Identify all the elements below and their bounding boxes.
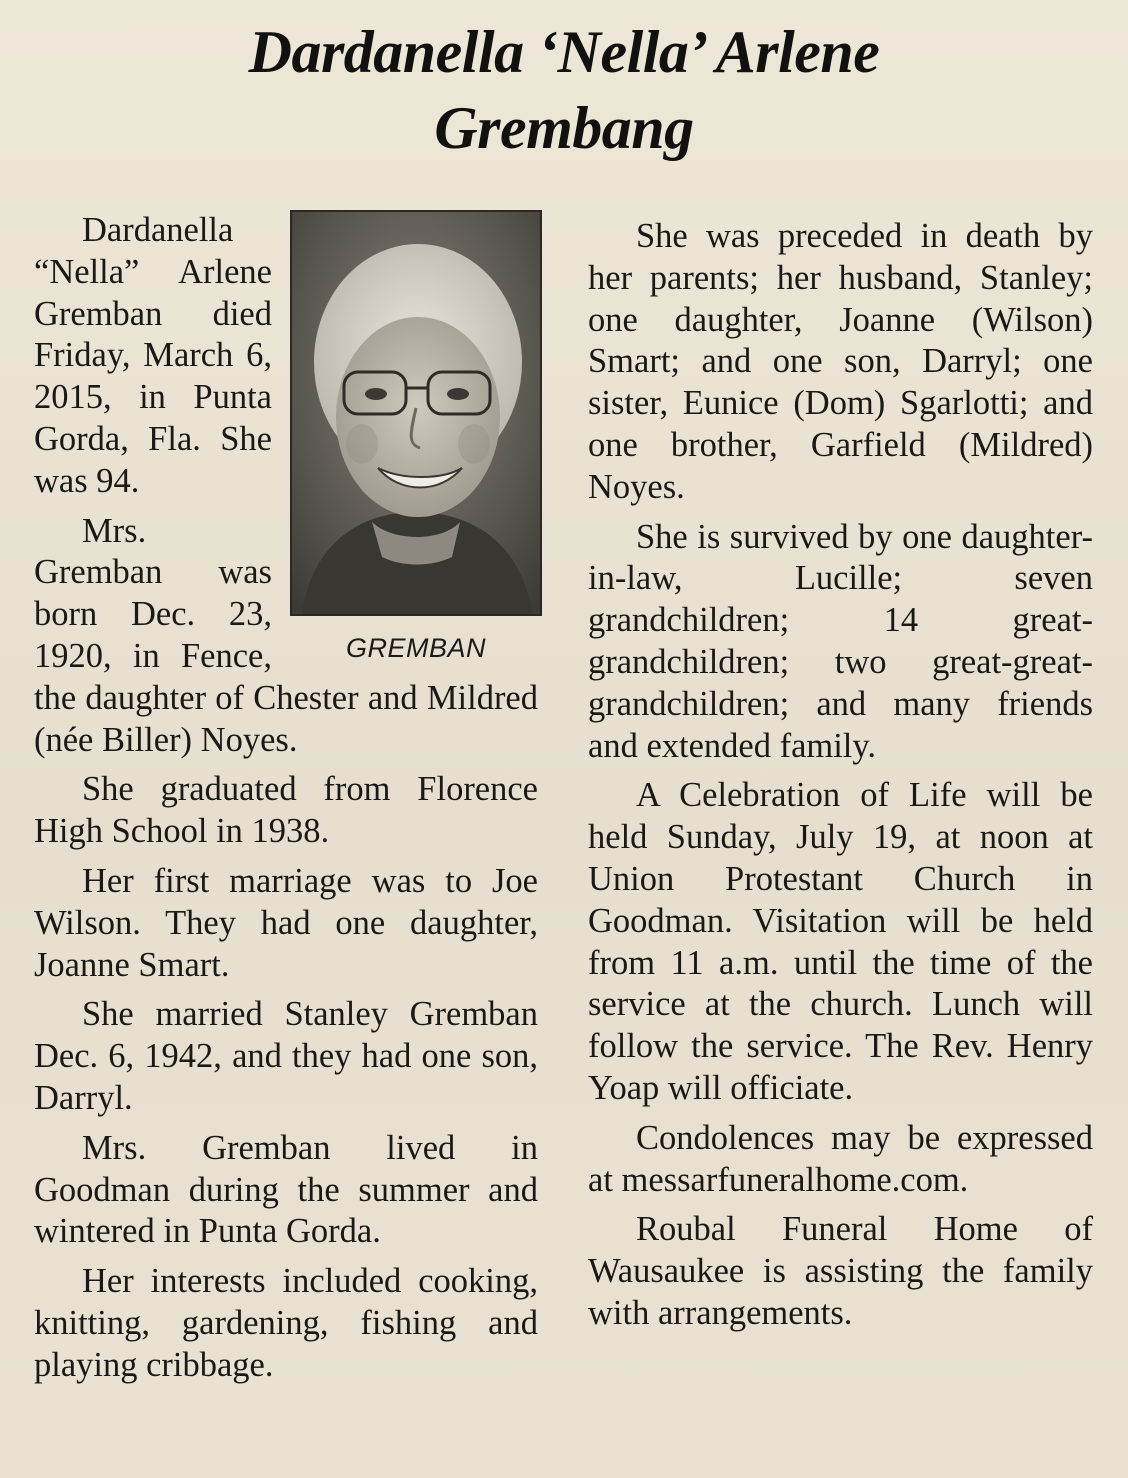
paragraph-condolences: Condolences may be expressed at messarfuneralhome.com. (588, 1118, 1093, 1199)
paragraph-service-details: A Celebration of Life will be held Sunday, July 19, at noon at Union Protestant Church in Goodman. Visitation will be held from 11 a.m. until the time of the service at the church. Lunch will follow the service. The Rev. Henry Yoap will officiate. (588, 776, 1093, 1107)
paragraph-residence: Mrs. Gremban lived in Goodman during the summer and wintered in Punta Gorda. (34, 1128, 538, 1251)
headline-line-1: Dardanella ‘Nella’ Arlene (248, 19, 880, 85)
paragraph-birth: Mrs. Gremban was born Dec. 23, 1920, in Fence, the daughter of Chester and Mildred (née Biller) Noyes. (34, 511, 538, 759)
right-column (588, 216, 1093, 1335)
paragraph-death-notice: Dardanella “Nella” Arlene Gremban died Friday, March 6, 2015, in Punta Gorda, Fla. She was 94. (34, 211, 272, 500)
paragraph-funeral-home: Roubal Funeral Home of Wausaukee is assisting the family with arrangements. (588, 1210, 1093, 1332)
paragraph-survivors: She is survived by one daughter-in-law, Lucille; seven grandchildren; 14 great-grandchildren; two great-great-grandchildren; and many friends and extended family. (588, 517, 1093, 765)
left-column (34, 210, 538, 1387)
paragraph-interests: Her interests included cooking, knitting, gardening, fishing and playing cribbage. (34, 1262, 538, 1384)
portrait-block (290, 210, 542, 666)
paragraph-education: She graduated from Florence High School in 1938. (34, 770, 538, 851)
portrait-illustration (292, 212, 540, 614)
paragraph-second-marriage: She married Stanley Gremban Dec. 6, 1942, and they had one son, Darryl. (34, 995, 538, 1117)
headline-line-2: Grembang (434, 95, 694, 161)
obituary-headline (0, 14, 1128, 166)
photo-caption: GREMBAN (345, 633, 487, 663)
paragraph-preceded-in-death: She was preceded in death by her parents; her husband, Stanley; one daughter, Joanne (Wilson) Smart; and one son, Darryl; one sister, Eunice (Dom) Sgarlotti; and one brother, Garfield (Mildred) Noyes. (588, 217, 1093, 506)
paragraph-first-marriage: Her first marriage was to Joe Wilson. They had one daughter, Joanne Smart. (34, 861, 538, 984)
portrait-photo (290, 210, 542, 616)
